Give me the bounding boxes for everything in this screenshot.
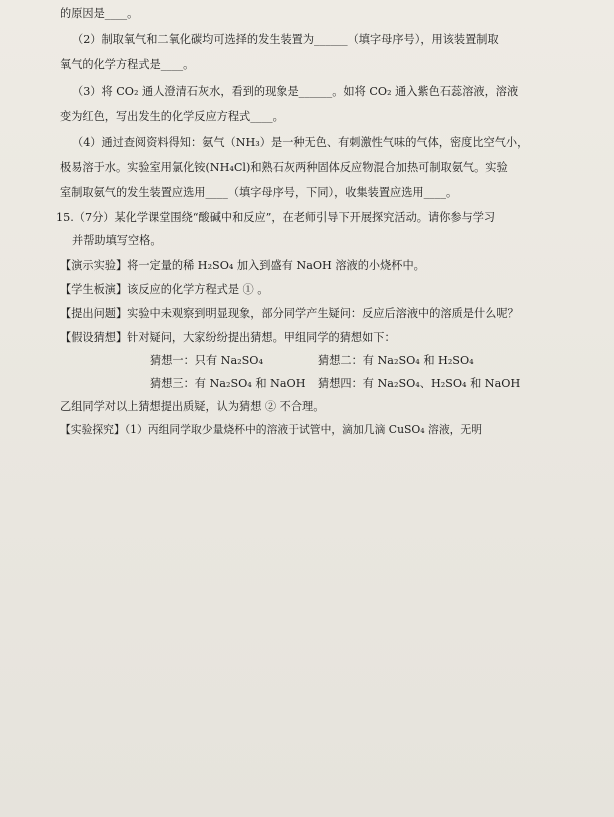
text-line: （3）将 CO₂ 通人澄清石灰水，看到的现象是______。如将 CO₂ 通入紫色石蕊溶液，溶液: [72, 85, 519, 98]
hypothesis-4: 猜想四：有 Na₂SO₄、H₂SO₄ 和 NaOH: [318, 377, 521, 390]
hypothesis-2: 猜想二：有 Na₂SO₄ 和 H₂SO₄: [318, 354, 474, 367]
text-line: 乙组同学对以上猜想提出质疑，认为猜想 ② 不合理。: [60, 400, 325, 413]
text-line: 并帮助填写空格。: [72, 234, 162, 247]
text-line: 氧气的化学方程式是____。: [60, 58, 195, 71]
text-line: 【假设猜想】针对疑问，大家纷纷提出猜想。甲组同学的猜想如下：: [60, 331, 396, 344]
text-line: （2）制取氧气和二氧化碳均可选择的发生装置为______（填字母序号），用该装置制取: [72, 33, 499, 46]
text-line: 【实验探究】（1）丙组同学取少量烧杯中的溶液于试管中，滴加几滴 CuSO₄ 溶液，无明: [60, 423, 483, 436]
text-line: 的原因是____。: [60, 7, 139, 20]
text-line: （4）通过查阅资料得知：氨气（NH₃）是一种无色、有刺激性气味的气体，密度比空气小，: [72, 136, 529, 149]
text-line: 【学生板演】该反应的化学方程式是 ① 。: [60, 283, 269, 296]
text-line: 【演示实验】将一定量的稀 H₂SO₄ 加入到盛有 NaOH 溶液的小烧杯中。: [60, 259, 425, 272]
text-line: 极易溶于水。实验室用氯化铵(NH₄Cl)和熟石灰两种固体反应物混合加热可制取氨气。实验: [60, 161, 508, 174]
hypothesis-1: 猜想一：只有 Na₂SO₄: [150, 354, 263, 367]
text-line: 变为红色，写出发生的化学反应方程式____。: [60, 110, 284, 123]
text-line: 室制取氨气的发生装置应选用____（填字母序号，下同），收集装置应选用____。: [60, 186, 458, 199]
hypothesis-3: 猜想三：有 Na₂SO₄ 和 NaOH: [150, 377, 306, 390]
text-line: 【提出问题】实验中未观察到明显现象，部分同学产生疑问：反应后溶液中的溶质是什么呢？: [60, 307, 519, 320]
question-15-heading: 15.（7分）某化学课堂围绕“酸碱中和反应”，在老师引导下开展探究活动。请你参与学习: [56, 211, 496, 224]
